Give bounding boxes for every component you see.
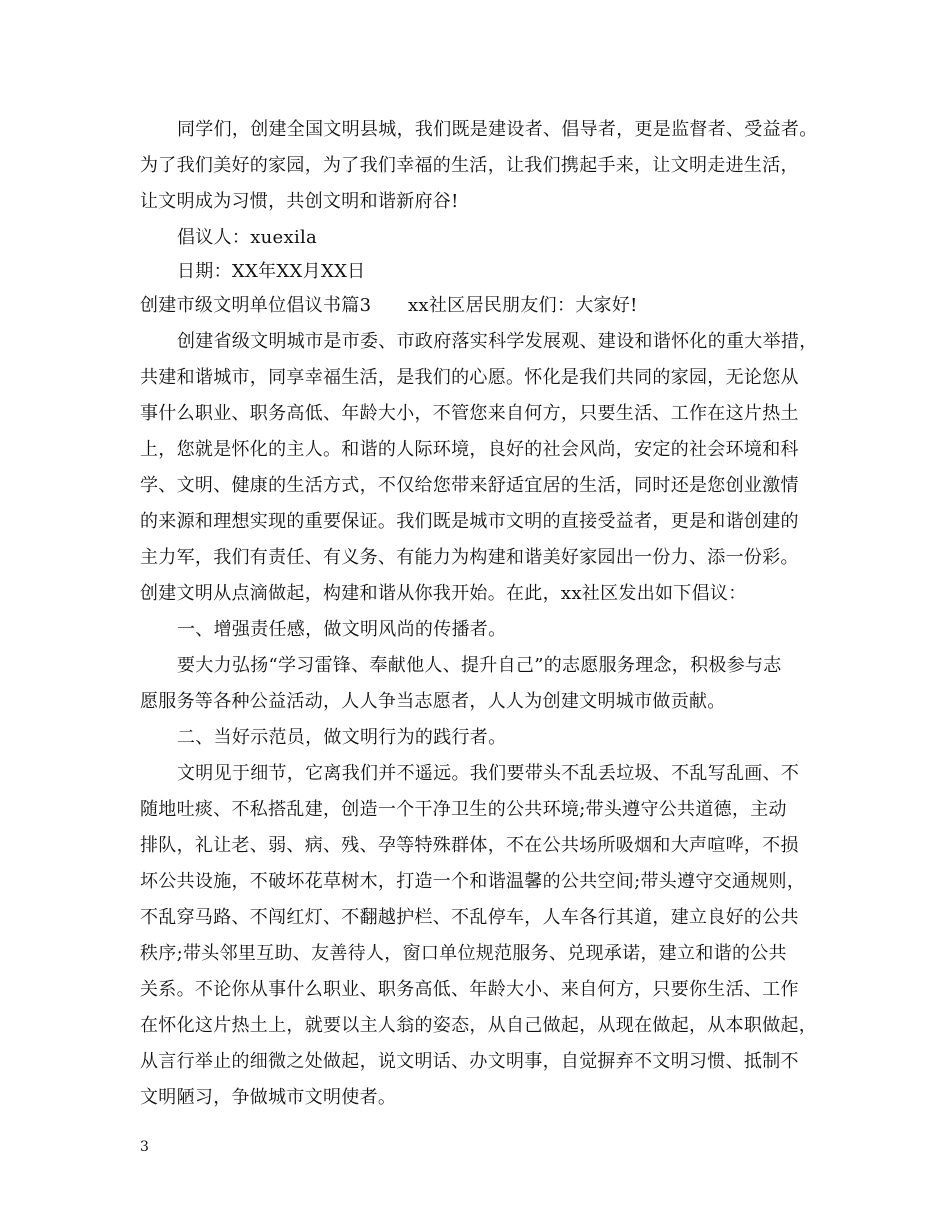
text-line: 坏公共设施，不破坏花草树木，打造一个和谐温馨的公共空间;带头遵守交通规则， (140, 871, 806, 892)
text-line: 不乱穿马路、不闯红灯、不翻越护栏、不乱停车，人车各行其道，建立良好的公共 (140, 907, 799, 928)
text-line: 从言行举止的细微之处做起，说文明话、办文明事，自觉摒弃不文明习惯、抵制不 (140, 1051, 799, 1072)
text-line: 为了我们美好的家园，为了我们幸福的生活，让我们携起手来，让文明走进生活， (140, 155, 799, 176)
text-line: 愿服务等各种公益活动，人人争当志愿者，人人为创建文明城市做贡献。 (140, 691, 726, 712)
section-heading: 创建市级文明单位倡议书篇3 xx社区居民朋友们：大家好! (140, 295, 638, 316)
text-line: 创建文明从点滴做起，构建和谐从你我开始。在此，xx社区发出如下倡议： (140, 583, 747, 604)
text-line: 倡议人：xuexila (177, 227, 318, 248)
text-line: 同学们，创建全国文明县城，我们既是建设者、倡导者，更是监督者、受益者。 (177, 119, 818, 140)
text-line: 上，您就是怀化的主人。和谐的人际环境，良好的社会风尚，安定的社会环境和科 (140, 439, 799, 460)
text-line: 一、增强责任感，做文明风尚的传播者。 (177, 619, 507, 640)
text-line: 秩序;带头邻里互助、友善待人，窗口单位规范服务、兑现承诺，建立和谐的公共 (140, 943, 787, 964)
text-line: 二、当好示范员，做文明行为的践行者。 (177, 727, 507, 748)
page-number: 3 (140, 1139, 149, 1155)
text-line: 要大力弘扬“学习雷锋、奉献他人、提升自己”的志愿服务理念，积极参与志 (177, 655, 782, 676)
text-line: 在怀化这片热土上，就要以主人翁的姿态，从自己做起，从现在做起，从本职做起， (140, 1015, 818, 1036)
text-line: 关系。不论你从事什么职业、职务高低、年龄大小、来自何方，只要你生活、工作 (140, 979, 799, 1000)
text-line: 随地吐痰、不私搭乱建，创造一个干净卫生的公共环境;带头遵守公共道德，主动 (140, 799, 787, 820)
text-line: 学、文明、健康的生活方式，不仅给您带来舒适宜居的生活，同时还是您创业激情 (140, 475, 799, 496)
text-line: 共建和谐城市，同享幸福生活，是我们的心愿。怀化是我们共同的家园，无论您从 (140, 367, 799, 388)
text-line: 文明陋习，争做城市文明使者。 (140, 1087, 397, 1108)
text-line: 的来源和理想实现的重要保证。我们既是城市文明的直接受益者，更是和谐创建的 (140, 511, 799, 532)
text-line: 文明见于细节，它离我们并不遥远。我们要带头不乱丢垃圾、不乱写乱画、不 (177, 763, 800, 784)
text-line: 让文明成为习惯，共创文明和谐新府谷! (140, 191, 459, 212)
text-line: 主力军，我们有责任、有义务、有能力为构建和谐美好家园出一份力、添一份彩。 (140, 547, 799, 568)
text-line: 排队，礼让老、弱、病、残、孕等特殊群体，不在公共场所吸烟和大声喧哗，不损 (140, 835, 799, 856)
text-line: 日期：XX年XX月XX日 (177, 261, 366, 282)
text-line: 创建省级文明城市是市委、市政府落实科学发展观、建设和谐怀化的重大举措， (177, 331, 818, 352)
text-line: 事什么职业、职务高低、年龄大小，不管您来自何方，只要生活、工作在这片热土 (140, 403, 799, 424)
